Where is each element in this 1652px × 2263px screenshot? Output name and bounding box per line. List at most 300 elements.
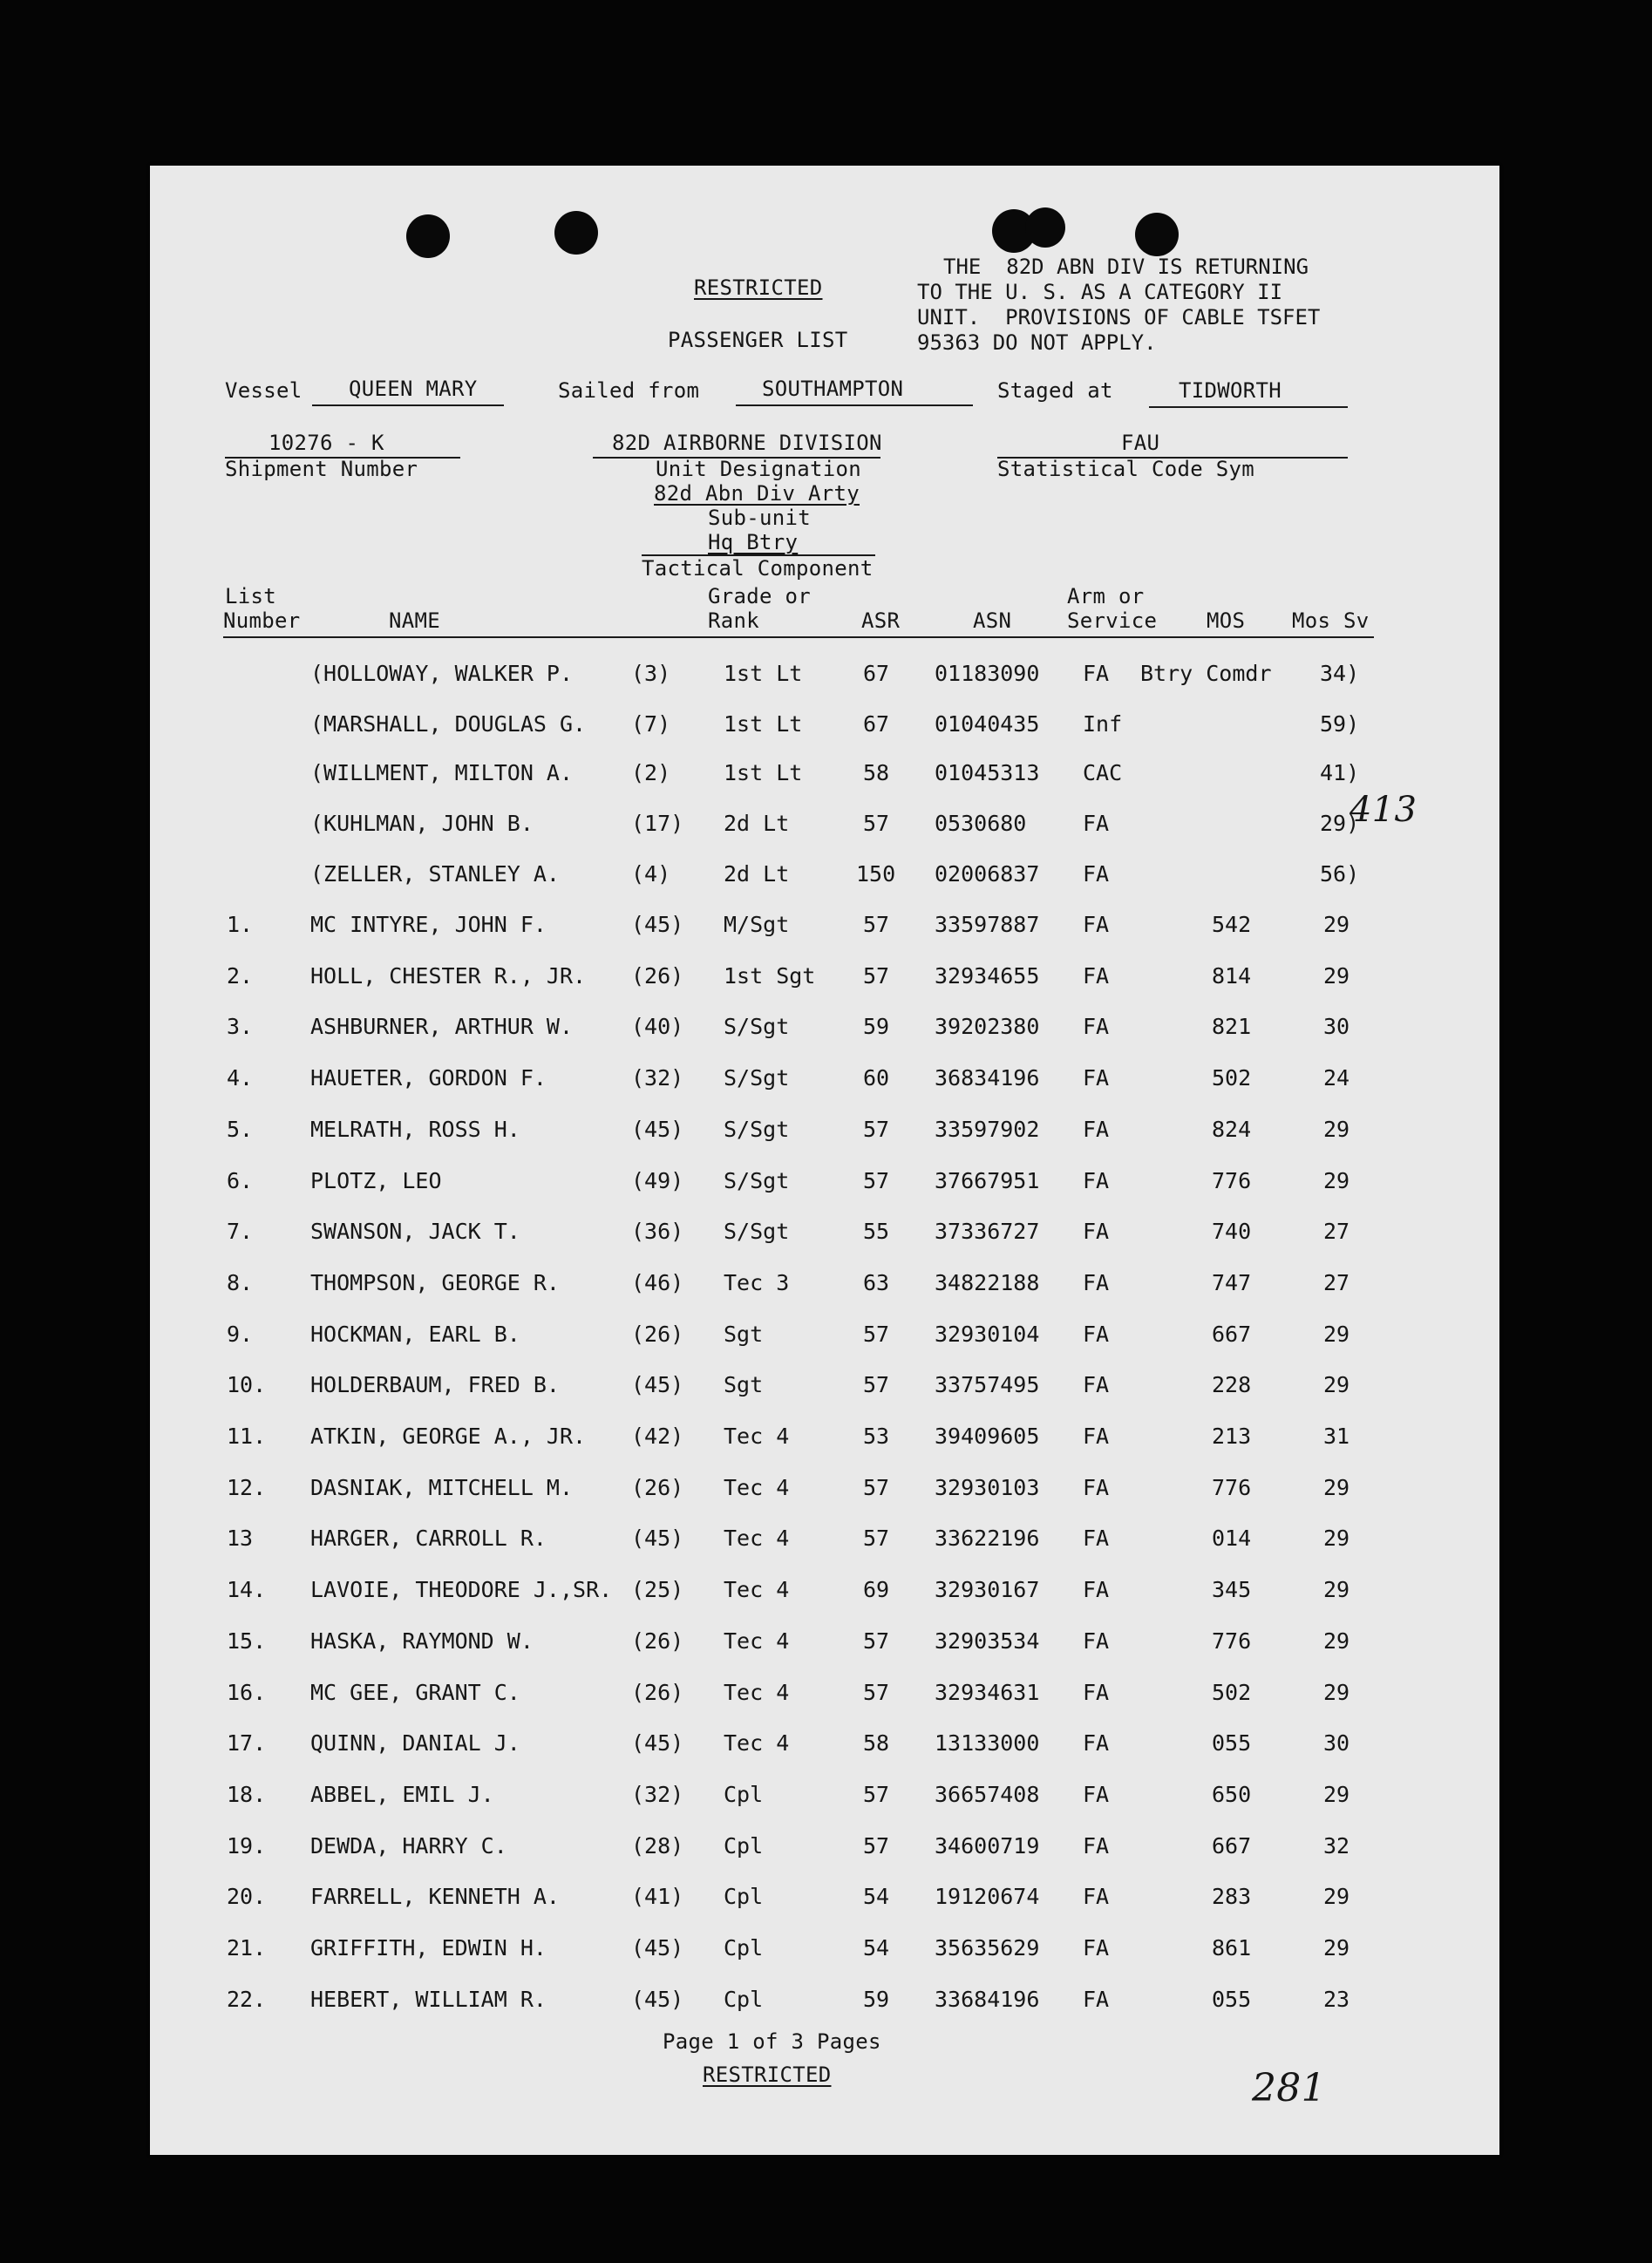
mos-cell: 824 xyxy=(1212,1117,1252,1142)
arm-cell: FA xyxy=(1083,1014,1110,1039)
arm-cell: FA xyxy=(1083,861,1110,887)
name-cell: DASNIAK, MITCHELL M. xyxy=(310,1475,574,1500)
table-row xyxy=(150,1526,1499,1560)
arm-cell: FA xyxy=(1083,1782,1110,1807)
passenger-list-page xyxy=(150,166,1499,2155)
mos-sv-cell: 29 xyxy=(1323,1782,1350,1807)
name-cell: FARRELL, KENNETH A. xyxy=(310,1884,560,1909)
col-mos-sv: Mos Sv xyxy=(1292,608,1370,633)
asr-cell: 57 xyxy=(863,1833,890,1859)
rank-cell: S/Sgt xyxy=(724,1065,790,1091)
page-indicator: Page 1 of 3 Pages xyxy=(663,2029,881,2054)
table-row xyxy=(150,1628,1499,1663)
mos-cell: 747 xyxy=(1212,1270,1252,1295)
age-cell: (49) xyxy=(631,1168,684,1193)
mos-sv-cell: 29 xyxy=(1323,1935,1350,1961)
vessel-rule xyxy=(312,404,504,406)
rank-cell: 1st Sgt xyxy=(724,963,816,989)
age-cell: (40) xyxy=(631,1014,684,1039)
restricted-footer: RESTRICTED xyxy=(703,2063,832,2087)
rank-cell: Sgt xyxy=(724,1372,764,1397)
punch-hole xyxy=(554,211,598,255)
mos-cell: 283 xyxy=(1212,1884,1252,1909)
name-cell: DEWDA, HARRY C. xyxy=(310,1833,507,1859)
name-cell: (MARSHALL, DOUGLAS G. xyxy=(310,711,587,737)
mos-cell: 667 xyxy=(1212,1833,1252,1859)
table-row xyxy=(150,1065,1499,1100)
asr-cell: 57 xyxy=(863,1680,890,1705)
arm-cell: FA xyxy=(1083,1987,1110,2012)
number-cell: 21. xyxy=(227,1935,267,1961)
mos-sv-cell: 29 xyxy=(1323,1680,1350,1705)
name-cell: (WILLMENT, MILTON A. xyxy=(310,760,574,785)
mos-cell: 821 xyxy=(1212,1014,1252,1039)
mos-sv-cell: 29 xyxy=(1323,1475,1350,1500)
mos-cell: 740 xyxy=(1212,1219,1252,1244)
asr-cell: 59 xyxy=(863,1987,890,2012)
arm-cell: FA xyxy=(1083,1884,1110,1909)
asr-cell: 67 xyxy=(863,711,890,737)
age-cell: (42) xyxy=(631,1424,684,1449)
name-cell: ABBEL, EMIL J. xyxy=(310,1782,494,1807)
col-service: Service xyxy=(1067,608,1158,633)
table-row xyxy=(150,1680,1499,1715)
mos-cell: 776 xyxy=(1212,1628,1252,1654)
mos-sv-cell: 29 xyxy=(1323,1372,1350,1397)
unit-designation-value: 82D AIRBORNE DIVISION xyxy=(612,431,882,455)
unit-designation-label: Unit Designation xyxy=(656,457,861,481)
mos-cell: 014 xyxy=(1212,1526,1252,1551)
asr-cell: 55 xyxy=(863,1219,890,1244)
table-row xyxy=(150,1833,1499,1868)
arm-cell: FA xyxy=(1083,1168,1110,1193)
arm-cell: FA xyxy=(1083,1935,1110,1961)
asr-cell: 57 xyxy=(863,1782,890,1807)
return-notice xyxy=(917,255,1320,356)
mos-sv-cell: 29 xyxy=(1323,1577,1350,1602)
asn-cell: 39202380 xyxy=(935,1014,1040,1039)
stat-code-value: FAU xyxy=(1121,431,1160,455)
number-cell: 10. xyxy=(227,1372,267,1397)
sub-unit-value: 82d Abn Div Arty xyxy=(654,481,860,506)
arm-cell: FA xyxy=(1083,912,1110,937)
mos-cell: 667 xyxy=(1212,1322,1252,1347)
col-grade: Grade or xyxy=(708,584,811,608)
number-cell: 4. xyxy=(227,1065,254,1091)
notice-line: 95363 DO NOT APPLY. xyxy=(917,330,1157,355)
name-cell: MELRATH, ROSS H. xyxy=(310,1117,520,1142)
table-row xyxy=(150,861,1499,896)
arm-cell: FA xyxy=(1083,1117,1110,1142)
age-cell: (26) xyxy=(631,1475,684,1500)
col-arm: Arm or xyxy=(1067,584,1145,608)
rank-cell: Tec 4 xyxy=(724,1730,790,1756)
asr-cell: 150 xyxy=(856,861,896,887)
name-cell: HASKA, RAYMOND W. xyxy=(310,1628,534,1654)
table-row xyxy=(150,760,1499,795)
punch-hole xyxy=(1025,207,1065,248)
rank-cell: Cpl xyxy=(724,1935,764,1961)
asn-cell: 32930167 xyxy=(935,1577,1040,1602)
handwritten-page-number: 281 xyxy=(1252,2066,1326,2110)
staged-value: TIDWORTH xyxy=(1179,378,1281,403)
table-row xyxy=(150,1219,1499,1254)
table-row xyxy=(150,963,1499,998)
arm-cell: FA xyxy=(1083,1322,1110,1347)
rank-cell: Tec 4 xyxy=(724,1424,790,1449)
asn-cell: 33597902 xyxy=(935,1117,1040,1142)
rank-cell: Cpl xyxy=(724,1987,764,2012)
age-cell: (3) xyxy=(631,661,671,686)
age-cell: (7) xyxy=(631,711,671,737)
table-row xyxy=(150,1475,1499,1510)
passenger-list-title: PASSENGER LIST xyxy=(668,328,848,352)
table-row xyxy=(150,1014,1499,1049)
punch-hole xyxy=(1135,213,1179,256)
number-cell: 22. xyxy=(227,1987,267,2012)
asr-cell: 54 xyxy=(863,1935,890,1961)
vessel-value: QUEEN MARY xyxy=(349,377,478,401)
mos-sv-cell: 24 xyxy=(1323,1065,1350,1091)
col-list: List xyxy=(225,584,276,608)
arm-cell: FA xyxy=(1083,1577,1110,1602)
arm-cell: FA xyxy=(1083,1219,1110,1244)
rank-cell: Cpl xyxy=(724,1782,764,1807)
rank-cell: Cpl xyxy=(724,1833,764,1859)
mos-sv-cell: 29 xyxy=(1323,1322,1350,1347)
mos-sv-cell: 27 xyxy=(1323,1270,1350,1295)
arm-cell: FA xyxy=(1083,811,1110,836)
notice-line: TO THE U. S. AS A CATEGORY II xyxy=(917,280,1283,304)
mos-sv-cell: 30 xyxy=(1323,1014,1350,1039)
asn-cell: 33622196 xyxy=(935,1526,1040,1551)
header-rule xyxy=(223,636,1374,638)
mos-cell: 502 xyxy=(1212,1680,1252,1705)
asn-cell: 33684196 xyxy=(935,1987,1040,2012)
col-number: Number xyxy=(223,608,301,633)
asr-cell: 57 xyxy=(863,1117,890,1142)
asn-cell: 32930104 xyxy=(935,1322,1040,1347)
number-cell: 5. xyxy=(227,1117,254,1142)
name-cell: THOMPSON, GEORGE R. xyxy=(310,1270,560,1295)
asn-cell: 34600719 xyxy=(935,1833,1040,1859)
rank-cell: Tec 4 xyxy=(724,1577,790,1602)
asn-cell: 01183090 xyxy=(935,661,1040,686)
table-row xyxy=(150,1987,1499,2022)
col-mos: MOS xyxy=(1207,608,1246,633)
mos-cell: 345 xyxy=(1212,1577,1252,1602)
rank-cell: S/Sgt xyxy=(724,1219,790,1244)
number-cell: 17. xyxy=(227,1730,267,1756)
table-row xyxy=(150,1782,1499,1817)
mos-cell: Btry Comdr xyxy=(1140,661,1272,686)
age-cell: (26) xyxy=(631,963,684,989)
age-cell: (28) xyxy=(631,1833,684,1859)
asn-cell: 32903534 xyxy=(935,1628,1040,1654)
notice-line: THE 82D ABN DIV IS RETURNING xyxy=(943,255,1309,279)
rank-cell: Tec 3 xyxy=(724,1270,790,1295)
arm-cell: CAC xyxy=(1083,760,1123,785)
age-cell: (45) xyxy=(631,1526,684,1551)
asn-cell: 35635629 xyxy=(935,1935,1040,1961)
asn-cell: 01045313 xyxy=(935,760,1040,785)
mos-cell: 861 xyxy=(1212,1935,1252,1961)
age-cell: (26) xyxy=(631,1680,684,1705)
table-row xyxy=(150,912,1499,947)
table-row xyxy=(150,811,1499,846)
mos-cell: 228 xyxy=(1212,1372,1252,1397)
asr-cell: 57 xyxy=(863,963,890,989)
mos-sv-cell: 29 xyxy=(1323,1526,1350,1551)
asr-cell: 58 xyxy=(863,760,890,785)
shipment-number-value: 10276 - K xyxy=(269,431,384,455)
number-cell: 1. xyxy=(227,912,254,937)
number-cell: 9. xyxy=(227,1322,254,1347)
arm-cell: FA xyxy=(1083,1833,1110,1859)
number-cell: 12. xyxy=(227,1475,267,1500)
rank-cell: 1st Lt xyxy=(724,711,803,737)
age-cell: (32) xyxy=(631,1782,684,1807)
number-cell: 11. xyxy=(227,1424,267,1449)
age-cell: (26) xyxy=(631,1628,684,1654)
mos-sv-cell: 29 xyxy=(1323,912,1350,937)
mos-sv-cell: 29 xyxy=(1323,1884,1350,1909)
asr-cell: 69 xyxy=(863,1577,890,1602)
number-cell: 20. xyxy=(227,1884,267,1909)
asr-cell: 63 xyxy=(863,1270,890,1295)
asn-cell: 0530680 xyxy=(935,811,1027,836)
mos-sv-cell: 27 xyxy=(1323,1219,1350,1244)
asn-cell: 19120674 xyxy=(935,1884,1040,1909)
sailed-rule xyxy=(736,404,973,406)
table-row xyxy=(150,1322,1499,1356)
mos-sv-cell: 29) xyxy=(1320,811,1360,836)
name-cell: MC INTYRE, JOHN F. xyxy=(310,912,547,937)
asr-cell: 57 xyxy=(863,1168,890,1193)
rank-cell: M/Sgt xyxy=(724,912,790,937)
rank-cell: Tec 4 xyxy=(724,1526,790,1551)
table-row xyxy=(150,1424,1499,1458)
mos-sv-cell: 56) xyxy=(1320,861,1360,887)
rank-cell: Tec 4 xyxy=(724,1680,790,1705)
age-cell: (17) xyxy=(631,811,684,836)
rank-cell: S/Sgt xyxy=(724,1014,790,1039)
mos-cell: 055 xyxy=(1212,1987,1252,2012)
table-row xyxy=(150,1372,1499,1407)
number-cell: 16. xyxy=(227,1680,267,1705)
asr-cell: 53 xyxy=(863,1424,890,1449)
rank-cell: Sgt xyxy=(724,1322,764,1347)
mos-sv-cell: 41) xyxy=(1320,760,1360,785)
col-rank: Rank xyxy=(708,608,759,633)
rank-cell: S/Sgt xyxy=(724,1117,790,1142)
shipment-number-label: Shipment Number xyxy=(225,457,418,481)
sub-unit-label: Sub-unit xyxy=(708,506,811,530)
rank-cell: S/Sgt xyxy=(724,1168,790,1193)
name-cell: ASHBURNER, ARTHUR W. xyxy=(310,1014,574,1039)
staged-label: Staged at xyxy=(997,378,1113,403)
arm-cell: FA xyxy=(1083,1424,1110,1449)
number-cell: 3. xyxy=(227,1014,254,1039)
arm-cell: FA xyxy=(1083,1372,1110,1397)
age-cell: (45) xyxy=(631,912,684,937)
name-cell: MC GEE, GRANT C. xyxy=(310,1680,520,1705)
arm-cell: FA xyxy=(1083,1526,1110,1551)
table-row xyxy=(150,711,1499,746)
sailed-label: Sailed from xyxy=(558,378,700,403)
mos-sv-cell: 31 xyxy=(1323,1424,1350,1449)
restricted-header: RESTRICTED xyxy=(694,275,823,300)
table-row xyxy=(150,1884,1499,1919)
asn-cell: 13133000 xyxy=(935,1730,1040,1756)
asr-cell: 57 xyxy=(863,912,890,937)
number-cell: 7. xyxy=(227,1219,254,1244)
arm-cell: FA xyxy=(1083,1475,1110,1500)
name-cell: HOLL, CHESTER R., JR. xyxy=(310,963,587,989)
age-cell: (46) xyxy=(631,1270,684,1295)
rank-cell: Cpl xyxy=(724,1884,764,1909)
number-cell: 2. xyxy=(227,963,254,989)
asn-cell: 36657408 xyxy=(935,1782,1040,1807)
age-cell: (32) xyxy=(631,1065,684,1091)
arm-cell: FA xyxy=(1083,1730,1110,1756)
number-cell: 6. xyxy=(227,1168,254,1193)
number-cell: 8. xyxy=(227,1270,254,1295)
mos-sv-cell: 34) xyxy=(1320,661,1360,686)
asn-cell: 39409605 xyxy=(935,1424,1040,1449)
stat-code-label: Statistical Code Sym xyxy=(997,457,1254,481)
table-row xyxy=(150,661,1499,696)
number-cell: 18. xyxy=(227,1782,267,1807)
age-cell: (45) xyxy=(631,1987,684,2012)
mos-cell: 542 xyxy=(1212,912,1252,937)
mos-sv-cell: 29 xyxy=(1323,1117,1350,1142)
rank-cell: Tec 4 xyxy=(724,1475,790,1500)
asr-cell: 57 xyxy=(863,1526,890,1551)
age-cell: (45) xyxy=(631,1372,684,1397)
number-cell: 15. xyxy=(227,1628,267,1654)
asn-cell: 32930103 xyxy=(935,1475,1040,1500)
asn-cell: 02006837 xyxy=(935,861,1040,887)
table-row xyxy=(150,1117,1499,1152)
sailed-value: SOUTHAMPTON xyxy=(762,377,904,401)
age-cell: (25) xyxy=(631,1577,684,1602)
mos-sv-cell: 30 xyxy=(1323,1730,1350,1756)
name-cell: HAUETER, GORDON F. xyxy=(310,1065,547,1091)
rank-cell: 2d Lt xyxy=(724,861,790,887)
asr-cell: 57 xyxy=(863,1372,890,1397)
mos-sv-cell: 32 xyxy=(1323,1833,1350,1859)
table-row xyxy=(150,1577,1499,1612)
name-cell: HARGER, CARROLL R. xyxy=(310,1526,547,1551)
age-cell: (4) xyxy=(631,861,671,887)
asn-cell: 36834196 xyxy=(935,1065,1040,1091)
name-cell: (ZELLER, STANLEY A. xyxy=(310,861,560,887)
asn-cell: 32934631 xyxy=(935,1680,1040,1705)
arm-cell: FA xyxy=(1083,1065,1110,1091)
mos-cell: 650 xyxy=(1212,1782,1252,1807)
name-cell: (HOLLOWAY, WALKER P. xyxy=(310,661,574,686)
age-cell: (45) xyxy=(631,1935,684,1961)
name-cell: SWANSON, JACK T. xyxy=(310,1219,520,1244)
mos-cell: 776 xyxy=(1212,1168,1252,1193)
handwritten-margin-number: 413 xyxy=(1349,790,1417,830)
col-name: NAME xyxy=(389,608,440,633)
arm-cell: FA xyxy=(1083,1628,1110,1654)
asr-cell: 54 xyxy=(863,1884,890,1909)
col-asn: ASN xyxy=(973,608,1012,633)
tactical-component-value: Hq Btry xyxy=(708,530,799,554)
arm-cell: FA xyxy=(1083,963,1110,989)
mos-sv-cell: 23 xyxy=(1323,1987,1350,2012)
tactical-component-label: Tactical Component xyxy=(642,556,874,581)
asn-cell: 32934655 xyxy=(935,963,1040,989)
age-cell: (26) xyxy=(631,1322,684,1347)
name-cell: GRIFFITH, EDWIN H. xyxy=(310,1935,547,1961)
asr-cell: 57 xyxy=(863,811,890,836)
table-row xyxy=(150,1730,1499,1765)
asr-cell: 57 xyxy=(863,1628,890,1654)
asr-cell: 59 xyxy=(863,1014,890,1039)
name-cell: QUINN, DANIAL J. xyxy=(310,1730,520,1756)
asn-cell: 37667951 xyxy=(935,1168,1040,1193)
mos-cell: 776 xyxy=(1212,1475,1252,1500)
vessel-label: Vessel xyxy=(225,378,303,403)
punch-hole xyxy=(406,214,450,258)
mos-sv-cell: 29 xyxy=(1323,963,1350,989)
asn-cell: 37336727 xyxy=(935,1219,1040,1244)
age-cell: (2) xyxy=(631,760,671,785)
staged-rule xyxy=(1149,406,1348,408)
age-cell: (36) xyxy=(631,1219,684,1244)
asr-cell: 58 xyxy=(863,1730,890,1756)
rank-cell: 2d Lt xyxy=(724,811,790,836)
name-cell: (KUHLMAN, JOHN B. xyxy=(310,811,534,836)
arm-cell: FA xyxy=(1083,1680,1110,1705)
table-row xyxy=(150,1168,1499,1203)
arm-cell: FA xyxy=(1083,1270,1110,1295)
age-cell: (45) xyxy=(631,1730,684,1756)
mos-sv-cell: 59) xyxy=(1320,711,1360,737)
asr-cell: 67 xyxy=(863,661,890,686)
number-cell: 19. xyxy=(227,1833,267,1859)
asr-cell: 57 xyxy=(863,1322,890,1347)
rank-cell: Tec 4 xyxy=(724,1628,790,1654)
mos-sv-cell: 29 xyxy=(1323,1168,1350,1193)
number-cell: 13 xyxy=(227,1526,254,1551)
mos-cell: 502 xyxy=(1212,1065,1252,1091)
mos-sv-cell: 29 xyxy=(1323,1628,1350,1654)
mos-cell: 055 xyxy=(1212,1730,1252,1756)
arm-cell: FA xyxy=(1083,661,1110,686)
asr-cell: 60 xyxy=(863,1065,890,1091)
rank-cell: 1st Lt xyxy=(724,760,803,785)
asn-cell: 34822188 xyxy=(935,1270,1040,1295)
name-cell: ATKIN, GEORGE A., JR. xyxy=(310,1424,587,1449)
table-row xyxy=(150,1270,1499,1305)
asn-cell: 33597887 xyxy=(935,912,1040,937)
rank-cell: 1st Lt xyxy=(724,661,803,686)
number-cell: 14. xyxy=(227,1577,267,1602)
name-cell: HOCKMAN, EARL B. xyxy=(310,1322,520,1347)
table-row xyxy=(150,1935,1499,1970)
col-asr: ASR xyxy=(861,608,901,633)
mos-cell: 814 xyxy=(1212,963,1252,989)
asn-cell: 33757495 xyxy=(935,1372,1040,1397)
name-cell: LAVOIE, THEODORE J.,SR. xyxy=(310,1577,613,1602)
arm-cell: Inf xyxy=(1083,711,1123,737)
name-cell: HOLDERBAUM, FRED B. xyxy=(310,1372,560,1397)
